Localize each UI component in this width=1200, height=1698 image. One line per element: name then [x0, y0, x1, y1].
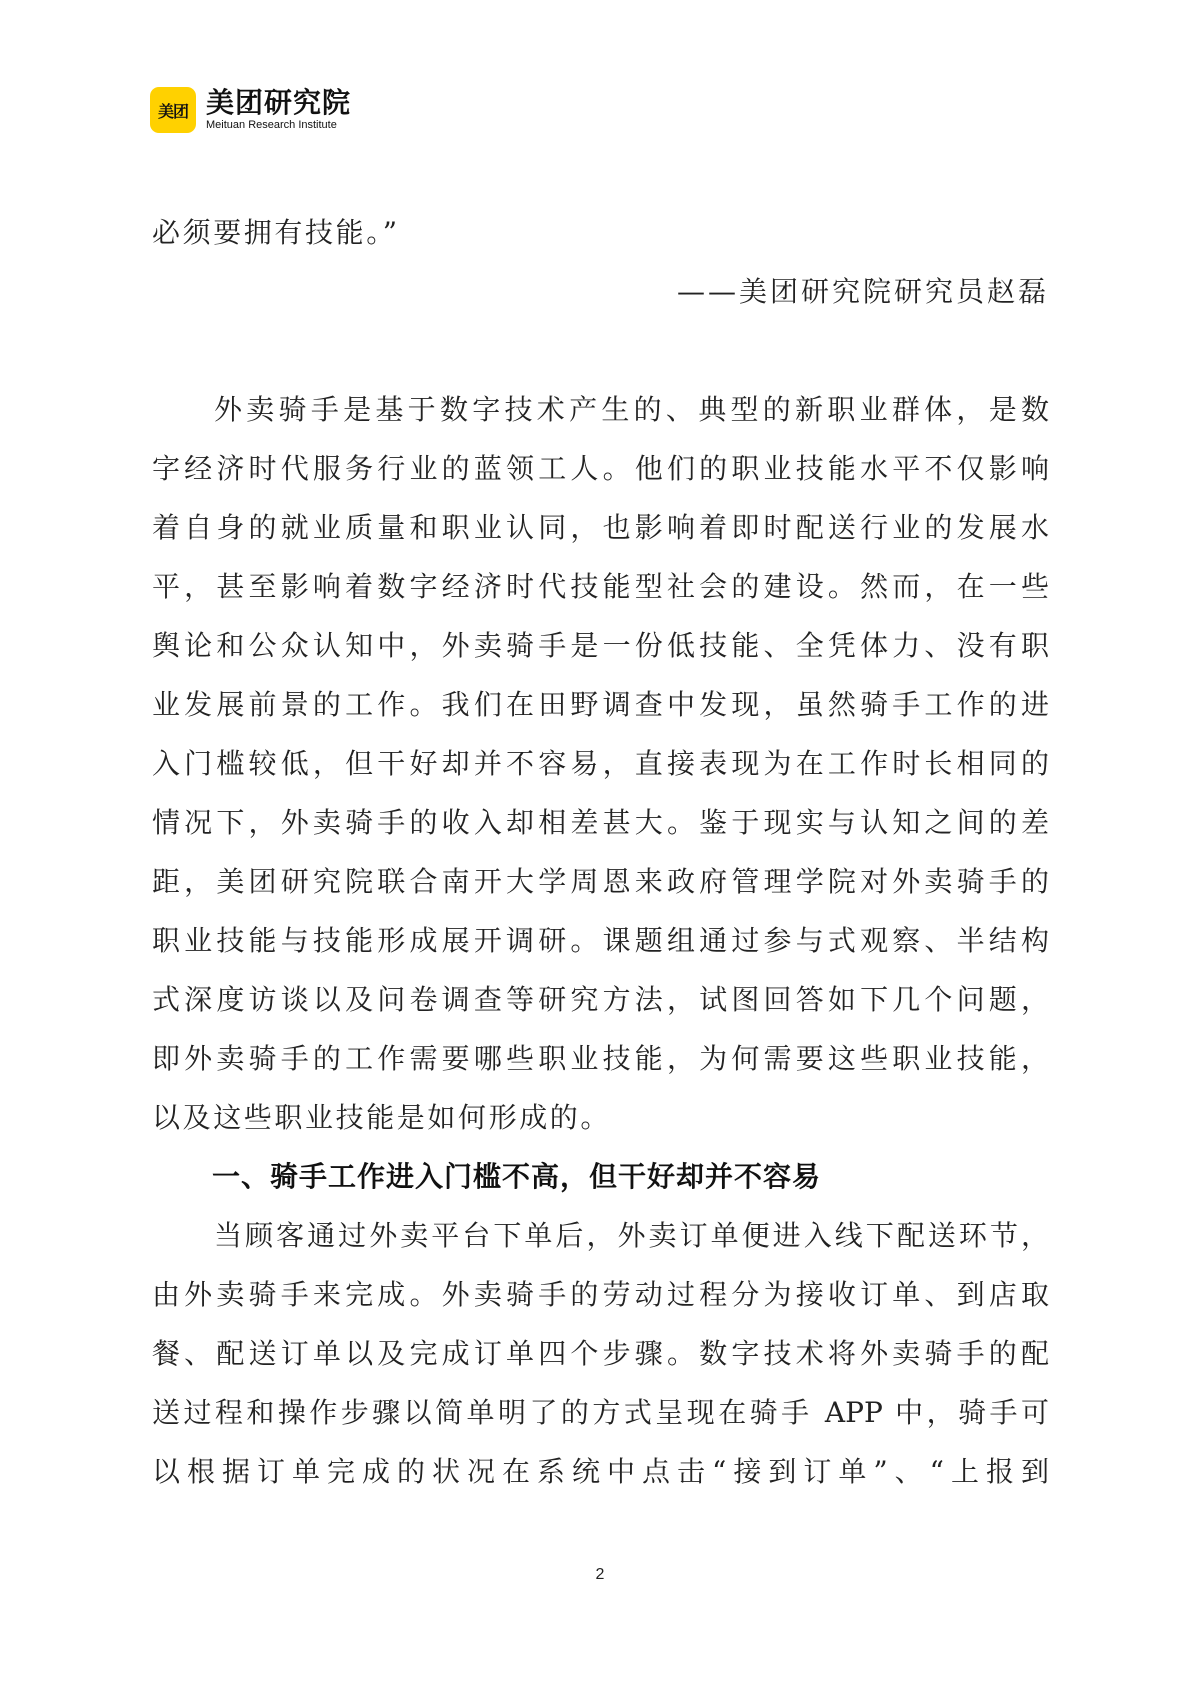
paragraph-line: 由外卖骑手来完成。外卖骑手的劳动过程分为接收订单、到店取	[152, 1278, 1049, 1311]
paragraph-line: 式深度访谈以及问卷调查等研究方法，试图回答如下几个问题，	[152, 983, 1049, 1016]
paragraph-line: 着自身的就业质量和职业认同，也影响着即时配送行业的发展水	[152, 511, 1049, 544]
quote-attribution: ——美团研究院研究员赵磊	[676, 275, 1049, 308]
paragraph-line: 入门槛较低，但干好却并不容易，直接表现为在工作时长相同的	[152, 747, 1049, 780]
paragraph-line: 以根据订单完成的状况在系统中点击“接到订单”、“上报到	[152, 1455, 1049, 1488]
paragraph-line: 即外卖骑手的工作需要哪些职业技能，为何需要这些职业技能，	[152, 1042, 1049, 1075]
paragraph-line: 情况下，外卖骑手的收入却相差甚大。鉴于现实与认知之间的差	[152, 806, 1049, 839]
logo-english-name: Meituan Research Institute	[206, 119, 337, 131]
paragraph-line: 以及这些职业技能是如何形成的。	[152, 1101, 612, 1134]
document-body	[152, 203, 1049, 1501]
paragraph-spacer	[152, 321, 1049, 380]
paragraph-line: 距，美团研究院联合南开大学周恩来政府管理学院对外卖骑手的	[152, 865, 1049, 898]
paragraph-line: 餐、配送订单以及完成订单四个步骤。数字技术将外卖骑手的配	[152, 1337, 1049, 1370]
meituan-research-logo	[150, 84, 351, 136]
paragraph-line: 外卖骑手是基于数字技术产生的、典型的新职业群体，是数	[214, 393, 1049, 426]
quote-tail: 必须要拥有技能。”	[152, 216, 400, 249]
paragraph-line: 舆论和公众认知中，外卖骑手是一份低技能、全凭体力、没有职	[152, 629, 1049, 662]
logo-text	[206, 88, 351, 132]
intro-paragraph	[152, 380, 1049, 1147]
meituan-logo-badge: 美团	[150, 87, 196, 133]
paragraph-line: 职业技能与技能形成展开调研。课题组通过参与式观察、半结构	[152, 924, 1049, 957]
page-number: 2	[595, 1566, 605, 1583]
paragraph-line: 送过程和操作步骤以简单明了的方式呈现在骑手 APP 中，骑手可	[152, 1396, 1049, 1429]
section-heading: 一、骑手工作进入门槛不高，但干好却并不容易	[212, 1160, 822, 1193]
section-paragraph	[152, 1206, 1049, 1501]
paragraph-line: 当顾客通过外卖平台下单后，外卖订单便进入线下配送环节，	[214, 1219, 1049, 1252]
logo-chinese-name: 美团研究院	[206, 86, 352, 119]
paragraph-line: 业发展前景的工作。我们在田野调查中发现，虽然骑手工作的进	[152, 688, 1049, 721]
paragraph-line: 平，甚至影响着数字经济时代技能型社会的建设。然而，在一些	[152, 570, 1049, 603]
paragraph-line: 字经济时代服务行业的蓝领工人。他们的职业技能水平不仅影响	[152, 452, 1049, 485]
